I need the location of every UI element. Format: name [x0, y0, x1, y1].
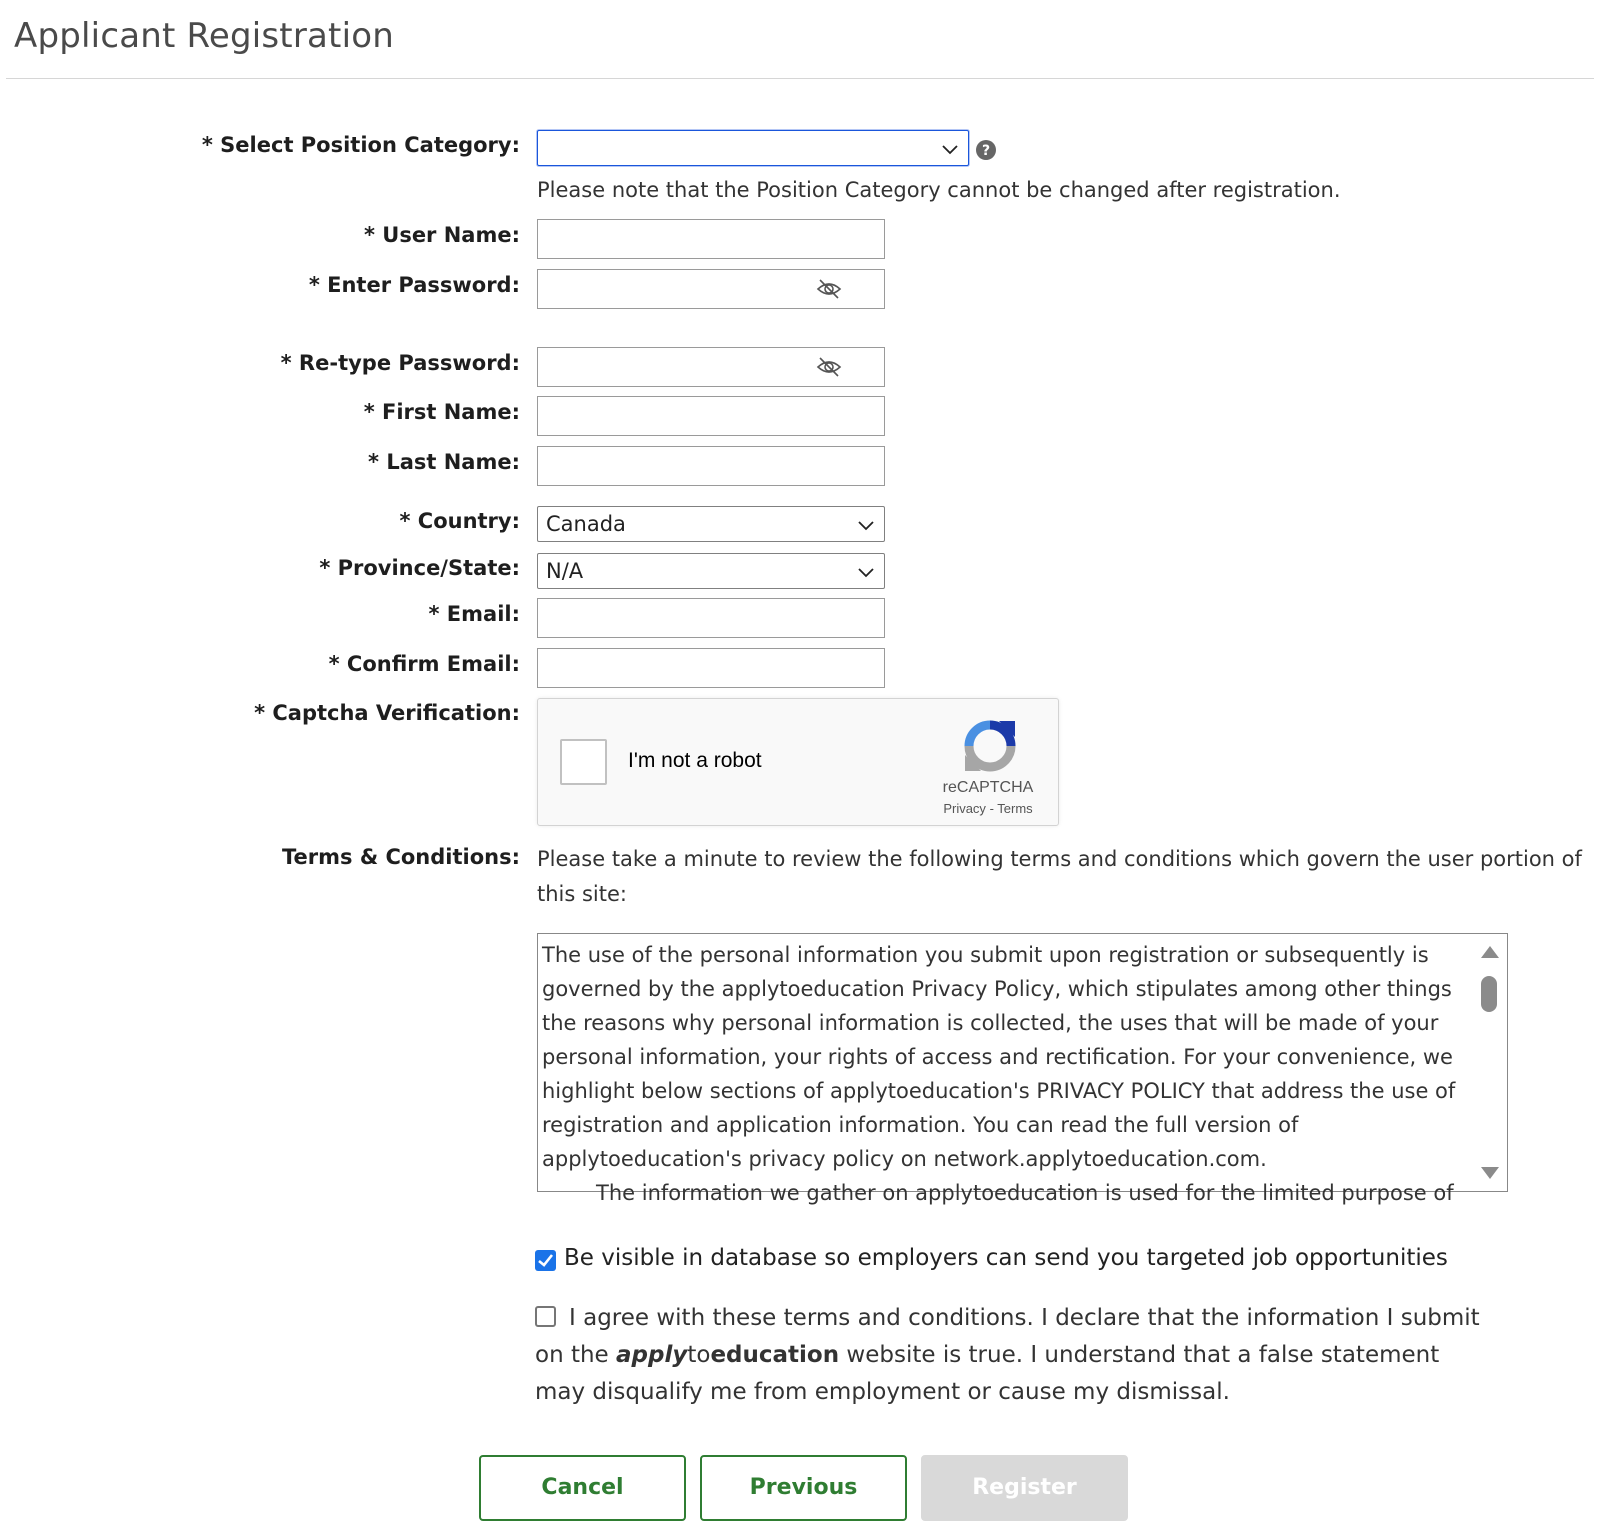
terms-paragraph: The use of the personal information you submit upon registration or subsequently is governed by the applytoeducation Privacy Policy, which stipulates among other things the reasons why personal information is collected, the uses that will be made of your personal information, your rights of access and rectification. For your convenience, we highlight below sections of applytoeducation's PRIVACY POLICY that address the use of registration and application information. You can read the full version of applytoeducation's privacy policy on network.applytoeducation.com.	[542, 943, 1456, 1171]
chevron-down-icon	[856, 515, 876, 535]
terms-text	[542, 938, 1464, 1210]
terms-label: Terms & Conditions:	[282, 845, 520, 869]
svg-text:?: ?	[981, 143, 991, 159]
email-label: * Email:	[428, 602, 520, 626]
agree-text-after: website is true. I understand that a false statement may disqualify me from employment or cause my dismissal.	[535, 1342, 1440, 1405]
recaptcha-widget	[537, 698, 1059, 826]
captcha-label: * Captcha Verification:	[254, 701, 520, 725]
province-value: N/A	[546, 559, 584, 583]
recaptcha-checkbox[interactable]	[560, 739, 607, 785]
retype-password-label: * Re-type Password:	[280, 351, 520, 375]
terms-paragraph: The information we gather on applytoeducation is used for the limited purpose of	[596, 1181, 1454, 1205]
cancel-button[interactable]: Cancel	[479, 1455, 686, 1521]
last-name-label: * Last Name:	[368, 450, 520, 474]
eye-off-icon[interactable]	[816, 356, 842, 378]
recaptcha-logo-icon	[961, 717, 1019, 775]
last-name-input[interactable]	[537, 446, 885, 486]
help-icon[interactable]	[975, 139, 997, 161]
recaptcha-brand: reCAPTCHA	[942, 779, 1034, 796]
position-category-select[interactable]	[537, 130, 969, 166]
recaptcha-separator: -	[989, 801, 994, 816]
chevron-down-icon	[856, 562, 876, 582]
scroll-up-icon[interactable]	[1479, 944, 1501, 960]
brand-apply: apply	[616, 1342, 688, 1368]
register-button[interactable]: Register	[921, 1455, 1128, 1521]
brand-to: to	[687, 1342, 711, 1368]
agree-text	[535, 1300, 1495, 1411]
password-label: * Enter Password:	[308, 273, 520, 297]
eye-off-icon[interactable]	[816, 278, 842, 300]
country-select[interactable]	[537, 506, 885, 542]
password-input[interactable]	[537, 269, 885, 309]
position-category-label: * Select Position Category:	[201, 133, 520, 157]
position-category-note: Please note that the Position Category cannot be changed after registration.	[537, 178, 1341, 202]
confirm-email-label: * Confirm Email:	[328, 652, 520, 676]
user-name-label: * User Name:	[363, 223, 520, 247]
email-input[interactable]	[537, 598, 885, 638]
first-name-input[interactable]	[537, 396, 885, 436]
title-divider	[6, 78, 1594, 79]
brand-education: education	[710, 1342, 840, 1368]
user-name-input[interactable]	[537, 219, 885, 259]
scroll-down-icon[interactable]	[1479, 1165, 1501, 1181]
confirm-email-input[interactable]	[537, 648, 885, 688]
agree-text-before: I agree with these terms and conditions. I declare that the information I submit on the	[535, 1305, 1480, 1368]
scrollbar-thumb[interactable]	[1481, 976, 1497, 1012]
province-label: * Province/State:	[319, 556, 520, 580]
recaptcha-text: I'm not a robot	[628, 749, 762, 772]
visible-checkbox[interactable]	[535, 1250, 556, 1271]
check-icon	[535, 1250, 556, 1271]
recaptcha-privacy-link[interactable]: Privacy	[943, 801, 986, 816]
recaptcha-links	[933, 801, 1043, 816]
previous-button[interactable]: Previous	[700, 1455, 907, 1521]
visible-checkbox-label: Be visible in database so employers can send you targeted job opportunities	[564, 1245, 1448, 1271]
terms-intro: Please take a minute to review the following terms and conditions which govern the user portion of this site:	[537, 847, 1582, 906]
terms-textarea[interactable]	[537, 933, 1508, 1205]
chevron-down-icon	[940, 139, 960, 159]
first-name-label: * First Name:	[363, 400, 520, 424]
country-label: * Country:	[399, 509, 520, 533]
province-select[interactable]	[537, 553, 885, 589]
retype-password-input[interactable]	[537, 347, 885, 387]
country-value: Canada	[546, 512, 626, 536]
recaptcha-terms-link[interactable]: Terms	[997, 801, 1033, 816]
page-title: Applicant Registration	[14, 16, 394, 56]
